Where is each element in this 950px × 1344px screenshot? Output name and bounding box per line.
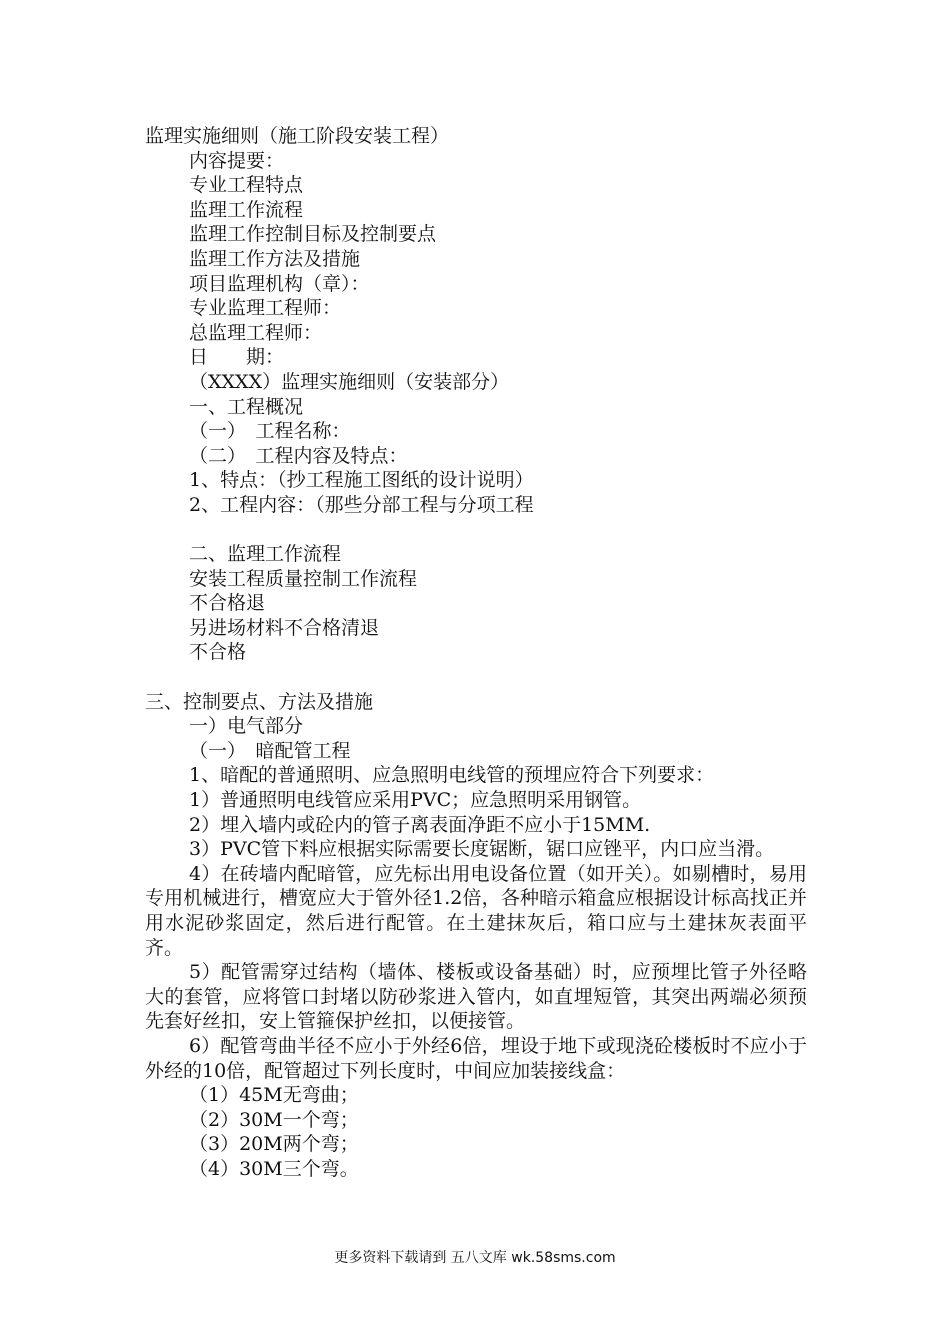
page-footer: 更多资料下载请到 五八文库 wk.58sms.com (334, 1250, 616, 1266)
spacer (145, 518, 807, 543)
document-title: 监理实施细则（施工阶段安装工程） (145, 125, 450, 147)
paragraph: 1）普通照明电线管应采用PVC；应急照明采用钢管。 (189, 789, 642, 812)
cover-line: 监理工作控制目标及控制要点 (189, 223, 437, 246)
document-subtitle: （XXXX）监理实施细则（安装部分） (189, 370, 510, 393)
paragraph: 2）埋入墙内或砼内的管子离表面净距不应小于15MM. (189, 813, 651, 836)
list-item: （3）20M两个弯； (189, 1133, 359, 1156)
section-heading: 三、控制要点、方法及措施 (145, 690, 374, 713)
cover-line: 日 期： (189, 346, 285, 369)
cover-line: 内容提要： (189, 149, 285, 172)
cover-line: 专业监理工程师： (189, 297, 342, 320)
workflow-line: 安装工程质量控制工作流程 (189, 567, 418, 590)
section-overview (145, 395, 807, 518)
section-point: 1、特点：（抄工程施工图纸的设计说明） (189, 469, 534, 492)
section-heading: 二、监理工作流程 (189, 543, 342, 566)
section-heading: 一、工程概况 (189, 395, 304, 418)
list-item: （1）45M无弯曲； (189, 1084, 359, 1107)
workflow-line: 另进场材料不合格清退 (189, 616, 380, 639)
cover-block (145, 149, 807, 370)
document-body (145, 124, 807, 1182)
list-item: （2）30M一个弯； (189, 1108, 359, 1131)
section-workflow (145, 542, 807, 665)
section-control (145, 690, 807, 1182)
cover-line: 总监理工程师： (189, 321, 323, 344)
paragraph: 1、暗配的普通照明、应急照明电线管的预埋应符合下列要求： (189, 764, 715, 787)
subsection-heading: 一）电气部分 (189, 715, 304, 738)
cover-line: 项目监理机构（章）： (189, 272, 370, 295)
workflow-line: 不合格 (189, 641, 247, 664)
cover-line: 监理工作流程 (189, 198, 304, 221)
spacer (145, 665, 807, 690)
subsection-heading: （一） 暗配管工程 (189, 739, 351, 762)
section-item: （二） 工程内容及特点： (189, 444, 408, 467)
section-point: 2、工程内容：（那些分部工程与分项工程 (189, 493, 534, 516)
paragraph: 6）配管弯曲半径不应小于外经6倍，埋设于地下或现浇砼楼板时不应小于外经的10倍，配管超过下列长度时，中间应加装接线盒： (145, 1034, 807, 1082)
paragraph: 3）PVC管下料应根据实际需要长度锯断，锯口应锉平，内口应当滑。 (189, 838, 775, 861)
workflow-line: 不合格退 (189, 592, 266, 615)
cover-line: 专业工程特点 (189, 174, 304, 197)
list-item: （4）30M三个弯。 (189, 1157, 359, 1180)
paragraph: 5）配管需穿过结构（墙体、楼板或设备基础）时，应预埋比管子外径略大的套管，应将管口封堵以防砂浆进入管内，如直埋短管，其突出两端必须预先套好丝扣，安上管箍保护丝扣，以便接管。 (145, 961, 807, 1033)
cover-line: 监理工作方法及措施 (189, 247, 361, 270)
section-item: （一） 工程名称： (189, 420, 351, 443)
paragraph: 4）在砖墙内配暗管，应先标出用电设备位置（如开关）。如剔槽时，易用专用机械进行，槽宽应大于管外径1.2倍，各种暗示箱盒应根据设计标高找正并用水泥砂浆固定，然后进行配管。在土建抹灰后，箱口应与土建抹灰表面平齐。 (145, 862, 807, 959)
